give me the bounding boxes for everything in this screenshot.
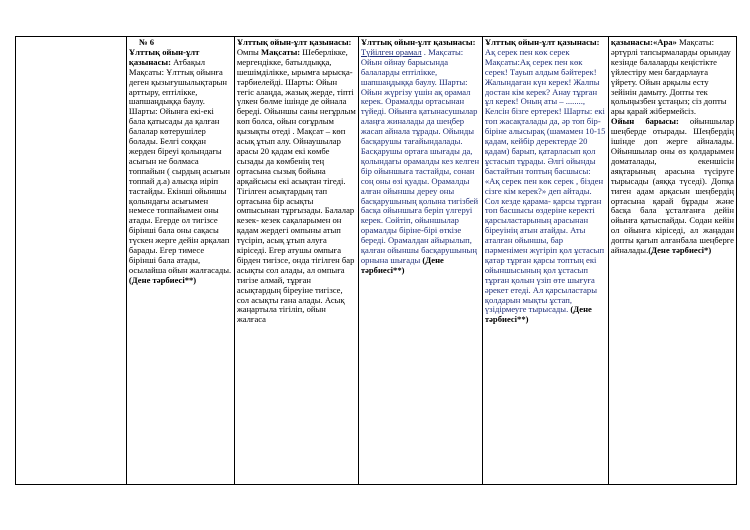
game-footer: (Дене тәрбиесі**) xyxy=(128,274,197,285)
game-name: Ақ серек пен көк серек xyxy=(484,46,570,57)
game-title: Ұлттық ойын-ұлт қазынасы: xyxy=(484,38,600,47)
game-name: Атбақыл xyxy=(170,56,206,67)
game-footer: (Дене тәрбиесі*) xyxy=(648,245,712,256)
game-cell-ompy xyxy=(234,37,358,485)
schedule-table xyxy=(15,36,737,485)
game-description: . Мақсаты: Ойын ойнау барысында балаларды ептілікке, шапшаңдыққа баулу. Шарты: Ойын жүргізу үшін ақ орамал керек. Орамалды ортасынан түйеді. Ойынға қатынасушылар алаңға жиналады да шеңбер жасап айнала тұрады. Ойынды басқарушы тағайындалады. Басқарушы ортаға шығады да, қолындағы орамалды кез келген бір ойыншыға тастайды, сонан соң оны өзі қуады. Орамалды алған ойыншы дереу оны басқарушының қолына тигізбей басқа ойыншыға беріп үлгеруі керек. Сөйтіп, ойыншылар орамалды біріне-бірі өткізе береді. Орамалдан айырылып, қалған ойыншы басқарушының орнына шығады xyxy=(360,46,480,265)
game-heading xyxy=(129,47,205,67)
goal-label: Мақсаты: xyxy=(261,46,301,57)
game-description: Мақсаты:Ақ серек пен көк серек! Тауып алдым бәйтерек! Жалындаған күн керек! Жалпы достан кім керек? Анау тұрған ұл керек! Оның аты – ........, Келсін бізге ертерек! Шарты: екі топ жасақталады да, әр топ бір-біріне алысырақ (шамамен 10-15 қадам, кейбір деректерде 20 қадам) барып, қатарласып қол ұстасып тұрады. Әлгі ойынды бастайтын топтың басшысы: «Ақ серек пен көк серек , бізден сізге кім керек?» деп айтады. Сол кезде қарама- қарсы тұрған топ басшысы өздеріне керекті қарсыластарының арасынан біреуінің атын атайды. Аты аталған ойыншы, бар пәрменімен жүгіріп қол ұстасып қатар тұрған қарсы топтың екі ойыншысының қол ұстасып тұрған қолын үзіп өте шығуға әрекет етеді. Ал қарсыластары қолдарын мықты ұстап, үзідірмеуге тырысады. xyxy=(484,56,606,315)
game-title: Ұлттық ойын-ұлт қазынасы: xyxy=(360,38,476,47)
game-cell-ara xyxy=(608,37,736,485)
game-rules xyxy=(611,117,734,256)
game-title: Ұлттық ойын-ұлт қазынасы: xyxy=(128,46,200,67)
game-cell-tuyilgen-oramal xyxy=(358,37,482,485)
game-footer: (Дене тәрбиесі**) xyxy=(360,254,444,275)
cell-number: № 6 xyxy=(138,38,155,47)
game-name: Түйілген орамал xyxy=(360,46,422,57)
table-row xyxy=(16,37,737,485)
game-description: Шеберлікке, мергендікке, батылдыққа, шешімділікке, ырымға ырысқа-тәрбиелейді. Шарты: Ойын тегіс алаңда, жазық жерде, тіпті үлкен бөлме ішінде де ойнала береді. Ойыншы саны негұрлым көп болса, ойын соғұрлым қызықты өтеді . Мақсат – көп асық ұтып алу. Ойнаушылар арасы 20 қадам екі көмбе сызады да көмбенің тең ортасына сызық бойына арқайсысы екі асықтан тігеді. Тігілген асықтардың тап ортасына бір асықты омпысынан тұрғызады. Балалар кезек- кезек сақаларымен он қадам жердегі омпыны атып түсіріп, асық ұтып алуға кіріседі. Егер атушы омпыға бірден тигізсе, онда тігілген бар асықты сол алады, ал омпыға тигізе алмай, тұрған асықтардың біреуіне тигізсе, сол асықты ғана алады. Асық жаңартыла тігіліп, ойын жалғаса xyxy=(236,46,356,325)
game-name: Омпы xyxy=(236,46,259,57)
game-goal: Мақсаты: әртүрлі тапсырмаларды орындау кезінде балаларды кеңістікте үйлестіру мен бағдарлауға үйрету. Ойын арқылы есту зейінін дамыту. Допты тек қолыңызбен ұстаңыз; сіз допты ары қарай жібермейсіз. xyxy=(610,38,731,117)
game-title: қазынасы:«Ара» xyxy=(610,38,677,47)
rules-label: Ойын барысы: xyxy=(610,116,679,127)
game-description: Мақсаты: Ұлттық ойынға деген қызығушылықтарын арттыру, ептілікке, шапшаңдыққа баулу. Шарты: Ойынға екі-екі бала қатысады да қалған балалар көтерушілер болады. Белгі соққан жерден біреуі қолындағы асығын не болмаса топпайын ( сырдың асығын топпай д.а) алысқа иіріп тастайды. Екінші ойыншы қолындағы асығымен немесе топпайымен оны атады. Егерде ол тигізсе біріншi бала оны сақасы түскен жерге дейін арқалап барады. Егер тимесе біріншi бала атады, осылайша ойын жалғасады. xyxy=(128,66,232,275)
rules-text: ойыншылар шеңберде отырады. Шеңбердің ішінде доп жерге айналады. Ойыншылар оны өз қолдарымен доматалады, екеншісін аяқтарының арасына түсіруге тырысады (аяққа түседі). Допқа тиген адам арқасын шеңбердің ортасына қарай бұрады және басқа бала ұсталғанға дейін ойынға қатыспайды. Содан кейін ол ойынға кіріседі, ал жаңадан допты қағып алғанбала шеңберге айналады. xyxy=(610,116,734,256)
game-cell-ak-serek xyxy=(482,37,608,485)
game-title: Ұлттық ойын-ұлт қазынасы: xyxy=(236,38,352,47)
empty-cell xyxy=(16,37,127,485)
game-cell-atbakyl xyxy=(126,37,234,485)
game-footer: (Дене тәрбиесі**) xyxy=(484,304,592,325)
